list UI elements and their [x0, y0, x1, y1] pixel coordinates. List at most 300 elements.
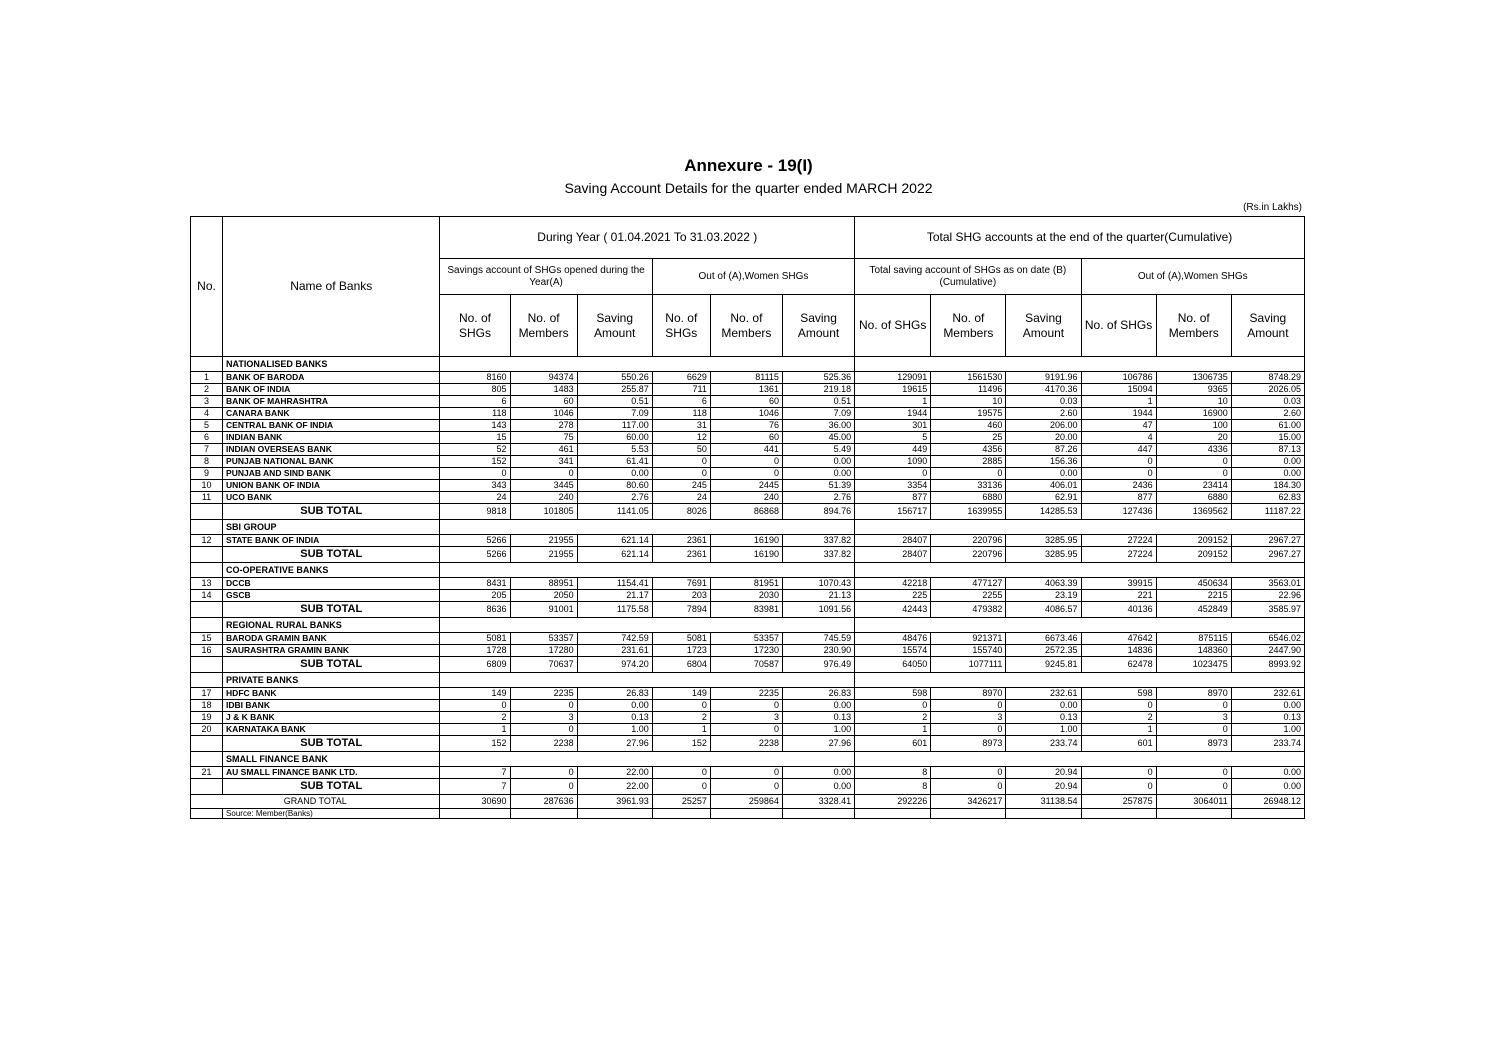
value-cell: 0 [931, 468, 1006, 480]
value-cell: 301 [855, 420, 931, 432]
value-cell: 156.36 [1006, 456, 1081, 468]
row-number: 4 [191, 408, 223, 420]
subtotal-cell: 8026 [652, 504, 710, 520]
value-cell: 219.18 [782, 384, 854, 396]
value-cell: 0 [710, 468, 782, 480]
value-cell: 15094 [1081, 384, 1156, 396]
value-cell: 0 [1156, 456, 1231, 468]
source-note: Source: Member(Banks) [223, 809, 440, 819]
value-cell: 16190 [710, 535, 782, 547]
value-cell: 2026.05 [1231, 384, 1304, 396]
source-blank [191, 809, 223, 819]
value-cell: 0.03 [1006, 396, 1081, 408]
value-cell: 1944 [1081, 408, 1156, 420]
row-number: 20 [191, 724, 223, 736]
value-cell: 2447.90 [1231, 645, 1304, 657]
value-cell: 42218 [855, 578, 931, 590]
value-cell: 1483 [510, 384, 577, 396]
value-cell: 2 [652, 712, 710, 724]
value-cell: 0.00 [1006, 468, 1081, 480]
value-cell: 0.00 [782, 468, 854, 480]
value-cell: 8 [855, 767, 931, 779]
value-cell: 2445 [710, 480, 782, 492]
value-cell: 1046 [710, 408, 782, 420]
value-cell: 205 [440, 590, 510, 602]
value-cell: 129091 [855, 372, 931, 384]
table-row [191, 688, 1305, 700]
row-number: 19 [191, 712, 223, 724]
value-cell: 88951 [510, 578, 577, 590]
bank-name: IDBI BANK [223, 700, 440, 712]
col-header-members: No. of Members [510, 295, 577, 357]
subtotal-cell: 479382 [931, 602, 1006, 618]
value-cell: 8431 [440, 578, 510, 590]
value-cell: 1046 [510, 408, 577, 420]
value-cell: 206.00 [1006, 420, 1081, 432]
section-blank [191, 520, 223, 535]
table-row [191, 724, 1305, 736]
section-filler [440, 563, 855, 578]
value-cell: 21.17 [577, 590, 652, 602]
value-cell: 6673.46 [1006, 633, 1081, 645]
row-number: 2 [191, 384, 223, 396]
value-cell: 0.00 [1231, 456, 1304, 468]
source-filler [510, 809, 577, 819]
value-cell: 1 [1081, 724, 1156, 736]
section-blank [191, 673, 223, 688]
value-cell: 240 [710, 492, 782, 504]
value-cell: 4356 [931, 444, 1006, 456]
value-cell: 209152 [1156, 535, 1231, 547]
col-header-members: No. of Members [931, 295, 1006, 357]
value-cell: 0.00 [577, 468, 652, 480]
section-blank [191, 357, 223, 372]
bank-name: GSCB [223, 590, 440, 602]
value-cell: 921371 [931, 633, 1006, 645]
value-cell: 1 [440, 724, 510, 736]
subtotal-cell: 3285.95 [1006, 547, 1081, 563]
value-cell: 149 [652, 688, 710, 700]
subtotal-cell: 6804 [652, 657, 710, 673]
subtotal-cell: 152 [440, 736, 510, 752]
subtotal-row [191, 547, 1305, 563]
section-filler [855, 752, 1305, 767]
subtotal-row [191, 657, 1305, 673]
value-cell: 0 [855, 468, 931, 480]
header-cumulative: Total SHG accounts at the end of the quarter(Cumulative) [855, 217, 1305, 259]
subtotal-cell: 0 [710, 779, 782, 795]
source-filler [440, 809, 510, 819]
section-filler [440, 673, 855, 688]
value-cell: 460 [931, 420, 1006, 432]
value-cell: 45.00 [782, 432, 854, 444]
value-cell: 27224 [1081, 535, 1156, 547]
table-row [191, 535, 1305, 547]
value-cell: 20.00 [1006, 432, 1081, 444]
value-cell: 2235 [710, 688, 782, 700]
value-cell: 232.61 [1006, 688, 1081, 700]
value-cell: 461 [510, 444, 577, 456]
section-filler [855, 563, 1305, 578]
subtotal-cell: 9245.81 [1006, 657, 1081, 673]
value-cell: 525.36 [782, 372, 854, 384]
value-cell: 0 [1081, 456, 1156, 468]
section-blank [191, 752, 223, 767]
col-header-amount: Saving Amount [577, 295, 652, 357]
subtotal-cell: 601 [1081, 736, 1156, 752]
value-cell: 0.00 [782, 767, 854, 779]
source-filler [710, 809, 782, 819]
table-row [191, 444, 1305, 456]
value-cell: 22.00 [577, 767, 652, 779]
value-cell: 0.13 [1006, 712, 1081, 724]
value-cell: 0.13 [577, 712, 652, 724]
section-title: REGIONAL RURAL BANKS [223, 618, 440, 633]
col-header-members: No. of Members [1156, 295, 1231, 357]
row-number: 7 [191, 444, 223, 456]
grand-total-label: GRAND TOTAL [191, 795, 440, 809]
value-cell: 231.61 [577, 645, 652, 657]
value-cell: 100 [1156, 420, 1231, 432]
grand-total-cell: 257875 [1081, 795, 1156, 809]
value-cell: 343 [440, 480, 510, 492]
col-header-amount: Saving Amount [1006, 295, 1081, 357]
value-cell: 2 [440, 712, 510, 724]
value-cell: 149 [440, 688, 510, 700]
subtotal-cell: 8973 [931, 736, 1006, 752]
table-row [191, 590, 1305, 602]
value-cell: 50 [652, 444, 710, 456]
subtotal-cell: 4086.57 [1006, 602, 1081, 618]
value-cell: 1 [1081, 396, 1156, 408]
value-cell: 449 [855, 444, 931, 456]
value-cell: 22.96 [1231, 590, 1304, 602]
value-cell: 2050 [510, 590, 577, 602]
value-cell: 0.00 [782, 700, 854, 712]
value-cell: 598 [1081, 688, 1156, 700]
value-cell: 19575 [931, 408, 1006, 420]
value-cell: 53357 [710, 633, 782, 645]
value-cell: 1728 [440, 645, 510, 657]
value-cell: 4063.39 [1006, 578, 1081, 590]
value-cell: 31 [652, 420, 710, 432]
value-cell: 0 [510, 767, 577, 779]
value-cell: 118 [440, 408, 510, 420]
value-cell: 0 [1156, 767, 1231, 779]
value-cell: 0 [931, 700, 1006, 712]
value-cell: 1561530 [931, 372, 1006, 384]
value-cell: 0.03 [1231, 396, 1304, 408]
subtotal-cell: 3585.97 [1231, 602, 1304, 618]
value-cell: 2885 [931, 456, 1006, 468]
value-cell: 2.60 [1006, 408, 1081, 420]
value-cell: 0.13 [1231, 712, 1304, 724]
value-cell: 441 [710, 444, 782, 456]
value-cell: 87.26 [1006, 444, 1081, 456]
subtotal-cell: 101805 [510, 504, 577, 520]
row-number: 15 [191, 633, 223, 645]
value-cell: 0 [710, 700, 782, 712]
value-cell: 51.39 [782, 480, 854, 492]
grand-total-row [191, 795, 1305, 809]
value-cell: 143 [440, 420, 510, 432]
value-cell: 47642 [1081, 633, 1156, 645]
subtotal-cell: 64050 [855, 657, 931, 673]
value-cell: 15 [440, 432, 510, 444]
value-cell: 447 [1081, 444, 1156, 456]
value-cell: 5081 [652, 633, 710, 645]
source-filler [855, 809, 931, 819]
subtotal-cell: 1023475 [1156, 657, 1231, 673]
section-filler [855, 520, 1305, 535]
subtotal-row [191, 602, 1305, 618]
row-number: 12 [191, 535, 223, 547]
section-filler [855, 618, 1305, 633]
grand-total-cell: 3328.41 [782, 795, 854, 809]
value-cell: 9365 [1156, 384, 1231, 396]
value-cell: 225 [855, 590, 931, 602]
subtotal-cell: 1175.58 [577, 602, 652, 618]
value-cell: 21955 [510, 535, 577, 547]
value-cell: 12 [652, 432, 710, 444]
row-number: 10 [191, 480, 223, 492]
row-number: 1 [191, 372, 223, 384]
subtotal-blank [191, 547, 223, 563]
row-number: 6 [191, 432, 223, 444]
section-filler [440, 752, 855, 767]
value-cell: 0 [440, 700, 510, 712]
subtotal-cell: 28407 [855, 547, 931, 563]
value-cell: 118 [652, 408, 710, 420]
col-header-amount: Saving Amount [782, 295, 854, 357]
value-cell: 1070.43 [782, 578, 854, 590]
value-cell: 7.09 [782, 408, 854, 420]
subtotal-cell: 91001 [510, 602, 577, 618]
col-header-shgs: No. of SHGs [440, 295, 510, 357]
value-cell: 278 [510, 420, 577, 432]
subtotal-cell: 452849 [1156, 602, 1231, 618]
subtotal-cell: 1141.05 [577, 504, 652, 520]
value-cell: 0.13 [782, 712, 854, 724]
subtotal-row [191, 504, 1305, 520]
value-cell: 6880 [931, 492, 1006, 504]
value-cell: 598 [855, 688, 931, 700]
table-body [191, 357, 1305, 819]
col-header-shgs: No. of SHGs [855, 295, 931, 357]
value-cell: 0 [931, 724, 1006, 736]
value-cell: 221 [1081, 590, 1156, 602]
bank-name: DCCB [223, 578, 440, 590]
subtotal-cell: 2967.27 [1231, 547, 1304, 563]
table-row [191, 767, 1305, 779]
table-row [191, 492, 1305, 504]
subtotal-cell: 8973 [1156, 736, 1231, 752]
value-cell: 1723 [652, 645, 710, 657]
value-cell: 240 [510, 492, 577, 504]
value-cell: 2361 [652, 535, 710, 547]
value-cell: 0.51 [577, 396, 652, 408]
value-cell: 25 [931, 432, 1006, 444]
value-cell: 33136 [931, 480, 1006, 492]
value-cell: 14836 [1081, 645, 1156, 657]
source-filler [1156, 809, 1231, 819]
value-cell: 1.00 [782, 724, 854, 736]
section-filler [440, 357, 855, 372]
value-cell: 0 [1156, 700, 1231, 712]
table-row [191, 633, 1305, 645]
value-cell: 76 [710, 420, 782, 432]
subtotal-label: SUB TOTAL [223, 657, 440, 673]
table-row [191, 578, 1305, 590]
subtotal-cell: 20.94 [1006, 779, 1081, 795]
value-cell: 10 [931, 396, 1006, 408]
subtotal-cell: 86868 [710, 504, 782, 520]
value-cell: 6880 [1156, 492, 1231, 504]
value-cell: 24 [440, 492, 510, 504]
subtotal-cell: 7894 [652, 602, 710, 618]
value-cell: 0.00 [1231, 468, 1304, 480]
value-cell: 7 [440, 767, 510, 779]
value-cell: 0 [1081, 700, 1156, 712]
subtotal-label: SUB TOTAL [223, 602, 440, 618]
value-cell: 1.00 [1231, 724, 1304, 736]
subtotal-cell: 8993.92 [1231, 657, 1304, 673]
subtotal-cell: 0 [931, 779, 1006, 795]
value-cell: 4336 [1156, 444, 1231, 456]
value-cell: 20 [1156, 432, 1231, 444]
source-filler [577, 809, 652, 819]
subtotal-cell: 0.00 [1231, 779, 1304, 795]
bank-name: HDFC BANK [223, 688, 440, 700]
value-cell: 0 [710, 724, 782, 736]
section-row [191, 618, 1305, 633]
source-filler [931, 809, 1006, 819]
bank-name: J & K BANK [223, 712, 440, 724]
value-cell: 0.51 [782, 396, 854, 408]
value-cell: 875115 [1156, 633, 1231, 645]
value-cell: 3563.01 [1231, 578, 1304, 590]
value-cell: 80.60 [577, 480, 652, 492]
value-cell: 39915 [1081, 578, 1156, 590]
value-cell: 28407 [855, 535, 931, 547]
value-cell: 11496 [931, 384, 1006, 396]
page-title: Annexure - 19(I) [684, 156, 813, 175]
units-label: (Rs.in Lakhs) [1243, 202, 1302, 213]
table-row [191, 396, 1305, 408]
bank-name: BANK OF INDIA [223, 384, 440, 396]
value-cell: 8970 [1156, 688, 1231, 700]
value-cell: 62.91 [1006, 492, 1081, 504]
value-cell: 1154.41 [577, 578, 652, 590]
subtotal-cell: 27.96 [782, 736, 854, 752]
subtotal-cell: 21955 [510, 547, 577, 563]
subtotal-cell: 7 [440, 779, 510, 795]
value-cell: 26.83 [782, 688, 854, 700]
value-cell: 0 [1081, 468, 1156, 480]
grand-total-cell: 26948.12 [1231, 795, 1304, 809]
section-title: SMALL FINANCE BANK [223, 752, 440, 767]
subtotal-cell: 621.14 [577, 547, 652, 563]
subtotal-cell: 22.00 [577, 779, 652, 795]
value-cell: 21.13 [782, 590, 854, 602]
subtotal-blank [191, 602, 223, 618]
value-cell: 1 [652, 724, 710, 736]
row-number: 17 [191, 688, 223, 700]
value-cell: 5 [855, 432, 931, 444]
subtotal-cell: 2361 [652, 547, 710, 563]
subtotal-cell: 156717 [855, 504, 931, 520]
value-cell: 5.49 [782, 444, 854, 456]
col-header-members: No. of Members [710, 295, 782, 357]
bank-name: AU SMALL FINANCE BANK LTD. [223, 767, 440, 779]
subtotal-cell: 9818 [440, 504, 510, 520]
section-row [191, 357, 1305, 372]
value-cell: 0 [1081, 767, 1156, 779]
section-row [191, 673, 1305, 688]
value-cell: 1944 [855, 408, 931, 420]
value-cell: 0.00 [782, 456, 854, 468]
value-cell: 61.41 [577, 456, 652, 468]
row-number: 14 [191, 590, 223, 602]
value-cell: 0 [855, 700, 931, 712]
value-cell: 621.14 [577, 535, 652, 547]
subtotal-cell: 152 [652, 736, 710, 752]
value-cell: 2255 [931, 590, 1006, 602]
row-number: 13 [191, 578, 223, 590]
subtotal-cell: 62478 [1081, 657, 1156, 673]
grand-total-cell: 31138.54 [1006, 795, 1081, 809]
value-cell: 17230 [710, 645, 782, 657]
value-cell: 3354 [855, 480, 931, 492]
value-cell: 9191.96 [1006, 372, 1081, 384]
row-number: 8 [191, 456, 223, 468]
value-cell: 0 [710, 767, 782, 779]
bank-name: INDIAN BANK [223, 432, 440, 444]
subtotal-cell: 2238 [710, 736, 782, 752]
table-row [191, 384, 1305, 396]
col-header-amount: Saving Amount [1231, 295, 1304, 357]
subtotal-blank [191, 779, 223, 795]
value-cell: 23414 [1156, 480, 1231, 492]
value-cell: 2572.35 [1006, 645, 1081, 657]
bank-name: BANK OF MAHRASHTRA [223, 396, 440, 408]
section-filler [440, 618, 855, 633]
bank-name: CANARA BANK [223, 408, 440, 420]
value-cell: 60.00 [577, 432, 652, 444]
value-cell: 117.00 [577, 420, 652, 432]
value-cell: 0 [652, 456, 710, 468]
value-cell: 6546.02 [1231, 633, 1304, 645]
value-cell: 87.13 [1231, 444, 1304, 456]
table-row [191, 408, 1305, 420]
value-cell: 81115 [710, 372, 782, 384]
subtotal-cell: 27224 [1081, 547, 1156, 563]
subtotal-cell: 16190 [710, 547, 782, 563]
subtotal-label: SUB TOTAL [223, 504, 440, 520]
value-cell: 232.61 [1231, 688, 1304, 700]
subtotal-cell: 70587 [710, 657, 782, 673]
value-cell: 1.00 [577, 724, 652, 736]
table-row [191, 700, 1305, 712]
value-cell: 477127 [931, 578, 1006, 590]
subtotal-blank [191, 504, 223, 520]
value-cell: 3 [931, 712, 1006, 724]
subtotal-cell: 127436 [1081, 504, 1156, 520]
section-blank [191, 618, 223, 633]
section-blank [191, 563, 223, 578]
value-cell: 711 [652, 384, 710, 396]
value-cell: 2 [1081, 712, 1156, 724]
